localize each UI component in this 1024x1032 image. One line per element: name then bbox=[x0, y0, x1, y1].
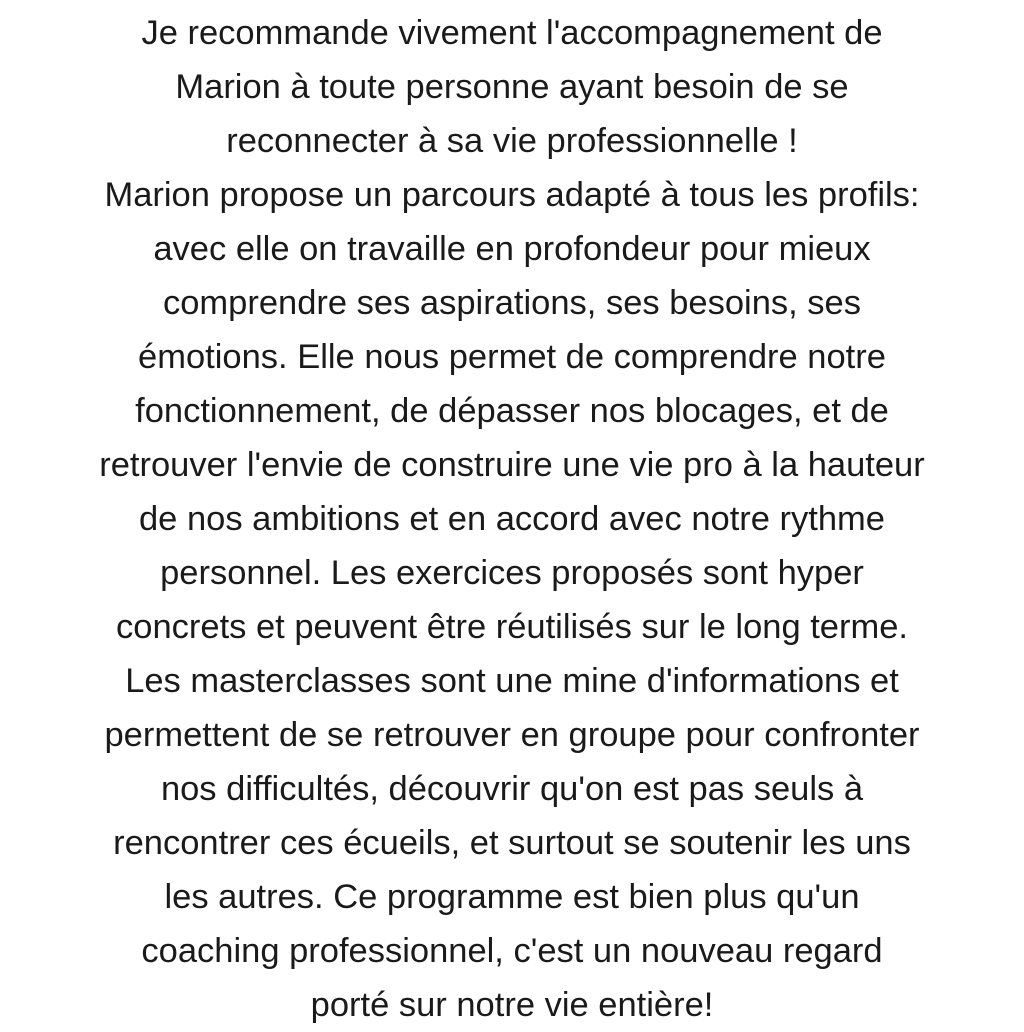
testimonial-line: reconnecter à sa vie professionnelle ! bbox=[226, 122, 798, 160]
testimonial-line: rencontrer ces écueils, et surtout se soutenir les uns bbox=[113, 824, 911, 862]
testimonial-line: Marion à toute personne ayant besoin de se bbox=[175, 68, 849, 106]
testimonial-line: retrouver l'envie de construire une vie pro à la hauteur bbox=[99, 446, 925, 484]
testimonial-line: Marion propose un parcours adapté à tous les profils: bbox=[104, 176, 920, 214]
testimonial-line: avec elle on travaille en profondeur pour mieux bbox=[153, 230, 871, 268]
testimonial-line: personnel. Les exercices proposés sont hyper bbox=[160, 554, 864, 592]
testimonial-line: les autres. Ce programme est bien plus qu'un bbox=[164, 878, 860, 916]
testimonial-line: concrets et peuvent être réutilisés sur le long terme. bbox=[116, 608, 908, 646]
testimonial-line: comprendre ses aspirations, ses besoins, ses bbox=[162, 284, 861, 322]
testimonial-line: émotions. Elle nous permet de comprendre notre bbox=[138, 338, 886, 376]
testimonial-line: porté sur notre vie entière! bbox=[310, 986, 714, 1024]
testimonial-line: permettent de se retrouver en groupe pour confronter bbox=[104, 716, 920, 754]
testimonial-line: coaching professionnel, c'est un nouveau regard bbox=[141, 932, 883, 970]
testimonial-line: fonctionnement, de dépasser nos blocages, et de bbox=[135, 392, 889, 430]
testimonial-line: Je recommande vivement l'accompagnement de bbox=[141, 14, 883, 52]
testimonial-line: Les masterclasses sont une mine d'informations et bbox=[125, 662, 899, 700]
testimonial-text bbox=[0, 6, 1024, 1032]
testimonial-line: de nos ambitions et en accord avec notre rythme bbox=[139, 500, 885, 538]
testimonial-line: nos difficultés, découvrir qu'on est pas seuls à bbox=[160, 770, 864, 808]
